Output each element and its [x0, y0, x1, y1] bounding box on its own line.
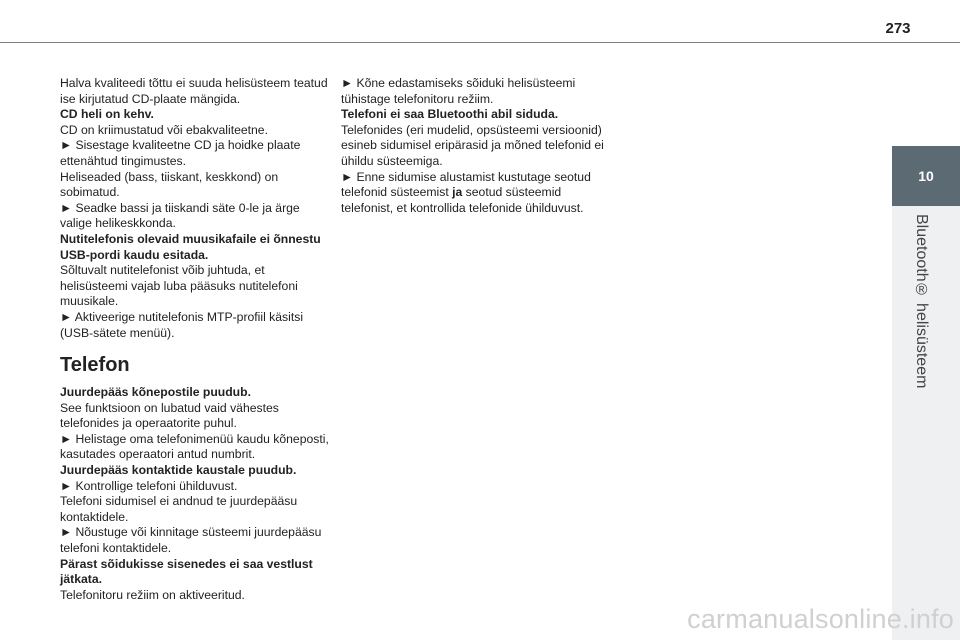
issue-heading: Pärast sõidukisse sisenedes ei saa vestlust jätkata.: [60, 556, 313, 587]
paragraph: CD on kriimustatud või ebakvaliteetne.: [60, 122, 268, 137]
page-number: 273: [885, 20, 911, 37]
issue-heading: Telefoni ei saa Bluetoothi abil siduda.: [341, 107, 559, 122]
instruction-step: ► Nõustuge või kinnitage süsteemi juurdepääsu telefoni kontaktidele.: [60, 525, 322, 556]
paragraph: Heliseaded (bass, tiiskant, keskkond) on sobimatud.: [60, 169, 279, 200]
issue-heading: Juurdepääs kontaktide kaustale puudub.: [60, 463, 297, 478]
paragraph: Telefonides (eri mudelid, opsüsteemi versioonid) esineb sidumisel eripärasid ja mõned telefonid ei ühildu süsteemiga.: [341, 122, 604, 168]
instruction-step: ► Helistage oma telefonimenüü kaudu kõneposti, kasutades operaatori antud numbrit.: [60, 431, 329, 462]
header-rule: [0, 42, 960, 43]
section-heading: Telefon: [60, 354, 130, 377]
paragraph: Telefonitoru režiim on aktiveeritud.: [60, 587, 245, 602]
paragraph: Halva kvaliteedi tõttu ei suuda helisüsteem teatud ise kirjutatud CD-plaate mängida.: [60, 76, 328, 106]
instruction-step: ► Kontrollige telefoni ühilduvust.: [60, 478, 238, 493]
paragraph-text: seotud süsteemid telefonist, et kontrollida telefonide ühilduvust.: [341, 185, 584, 215]
instruction-step: ► Kõne edastamiseks sõiduki helisüsteemi tühistage telefonitoru režiim.: [341, 76, 576, 106]
chapter-title: Bluetooth® helisüsteem: [913, 214, 930, 389]
paragraph: Sõltuvalt nutitelefonist võib juhtuda, et helisüsteemi vajab luba pääsuks nutitelefoni muusikale.: [60, 263, 298, 309]
paragraph-emphasis: ja: [452, 185, 463, 200]
chapter-number-tab: 10: [892, 146, 960, 206]
left-text-column: [60, 76, 330, 603]
instruction-step: ► Aktiveerige nutitelefonis MTP-profiil käsitsi (USB-sätete menüü).: [60, 309, 304, 340]
instruction-step: ► Seadke bassi ja tiiskandi säte 0-le ja ärge valige helikeskkonda.: [60, 200, 300, 231]
issue-heading: CD heli on kehv.: [60, 107, 154, 122]
right-text-column: [341, 76, 611, 216]
paragraph: See funktsioon on lubatud vaid vähestes telefonides ja operaatorite puhul.: [60, 400, 279, 431]
issue-heading: Nutitelefonis olevaid muusikafaile ei õnnestu USB-pordi kaudu esitada.: [60, 231, 321, 262]
paragraph: Telefoni sidumisel ei andnud te juurdepääsu kontaktidele.: [60, 494, 298, 524]
paragraph-text: ► Enne sidumise alustamist kustutage seotud telefonid süsteemist: [341, 169, 591, 200]
instruction-step: ► Sisestage kvaliteetne CD ja hoidke plaate ettenähtud tingimustes.: [60, 138, 301, 168]
paragraph: [341, 170, 611, 217]
watermark: carmanualsonline.info: [687, 604, 954, 634]
issue-heading: Juurdepääs kõnepostile puudub.: [60, 385, 251, 400]
